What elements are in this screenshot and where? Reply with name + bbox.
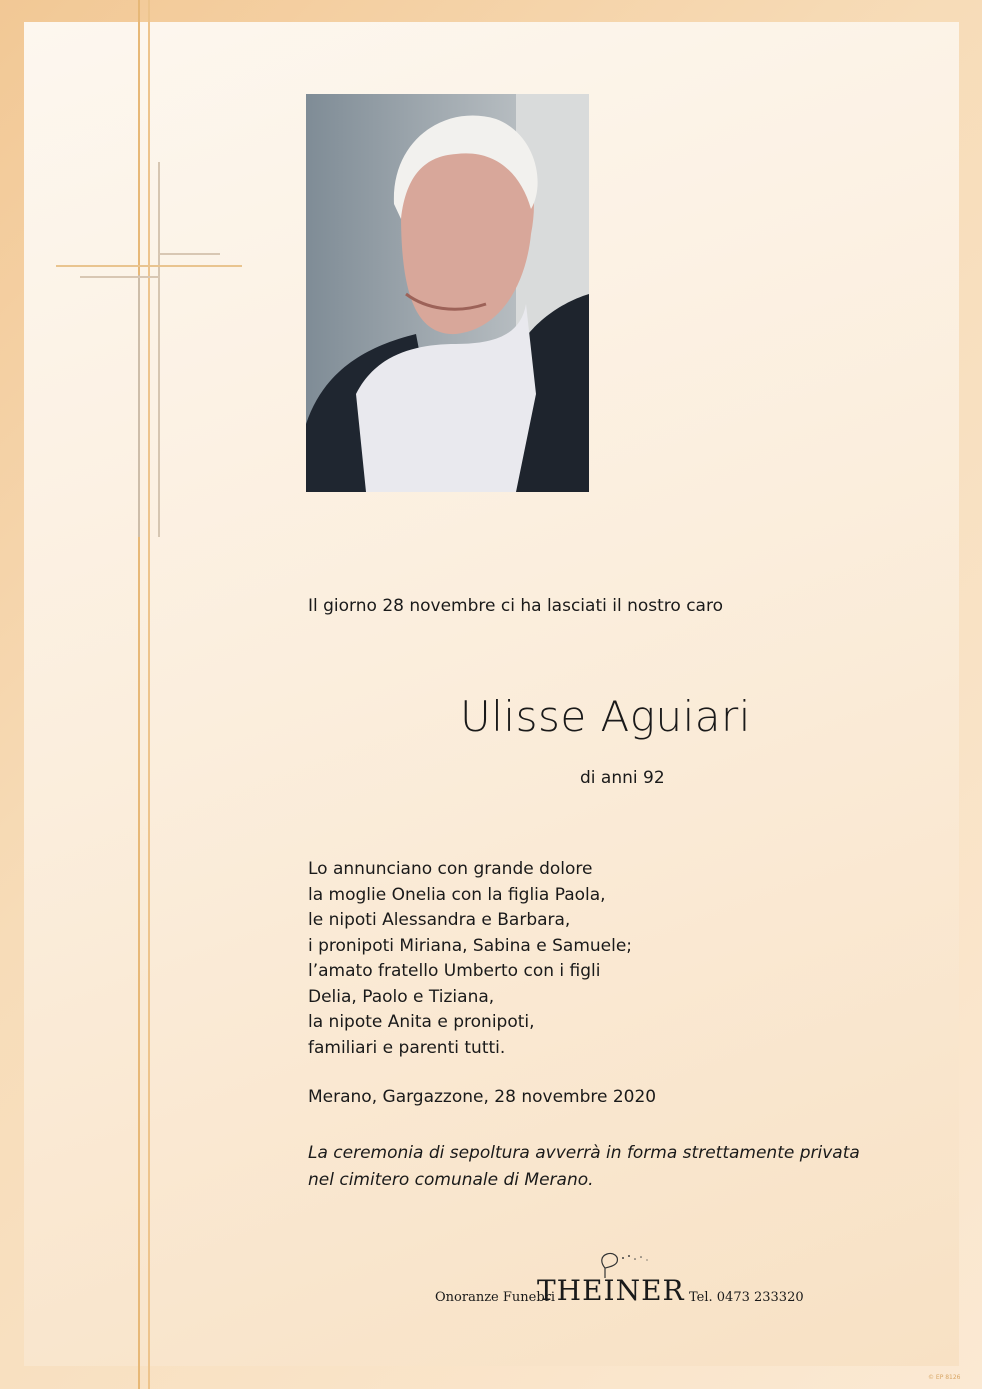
ceremony-note — [308, 1140, 860, 1194]
announcement-line: Delia, Paolo e Tiziana, — [308, 986, 495, 1007]
funeral-home-logo: THEINER — [537, 1274, 685, 1307]
age-text: di anni 92 — [580, 768, 665, 788]
ceremony-line: La ceremonia di sepoltura avverrà in forma strettamente privata — [308, 1143, 860, 1163]
announcement-line: familiari e parenti tutti. — [308, 1037, 506, 1058]
deceased-portrait — [306, 94, 589, 492]
place-date: Merano, Gargazzone, 28 novembre 2020 — [308, 1087, 657, 1107]
intro-text: Il giorno 28 novembre ci ha lasciati il nostro caro — [308, 596, 723, 616]
footer-prefix: Onoranze Funebri — [435, 1290, 556, 1305]
cross-bar-line — [56, 265, 242, 267]
cross-bar-left — [80, 276, 160, 278]
cross-bar-right — [158, 253, 220, 255]
announcement-line: le nipoti Alessandra e Barbara, — [308, 910, 571, 930]
funeral-home-footer — [435, 1250, 815, 1310]
cross-icon — [158, 162, 160, 537]
announcement-line: la nipote Anita e pronipoti, — [308, 1012, 535, 1032]
ceremony-line: nel cimitero comunale di Merano. — [308, 1170, 594, 1190]
announcement-line: la moglie Onelia con la figlia Paola, — [308, 884, 606, 905]
tree-logo-icon — [595, 1250, 655, 1280]
announcement-block — [308, 857, 632, 1061]
announcement-line: i pronipoti Miriana, Sabina e Samuele; — [308, 935, 633, 956]
gold-line-right — [148, 0, 150, 1389]
copyright-mark: © EP 8126 — [928, 1374, 961, 1381]
footer-phone: Tel. 0473 233320 — [689, 1290, 804, 1305]
gold-line-left — [138, 0, 140, 1389]
cross-stem-line — [138, 275, 140, 537]
deceased-name: Ulisse Aguiari — [460, 692, 751, 741]
announcement-line: l’amato fratello Umberto con i figli — [308, 961, 601, 981]
announcement-line: Lo annunciano con grande dolore — [308, 859, 593, 879]
